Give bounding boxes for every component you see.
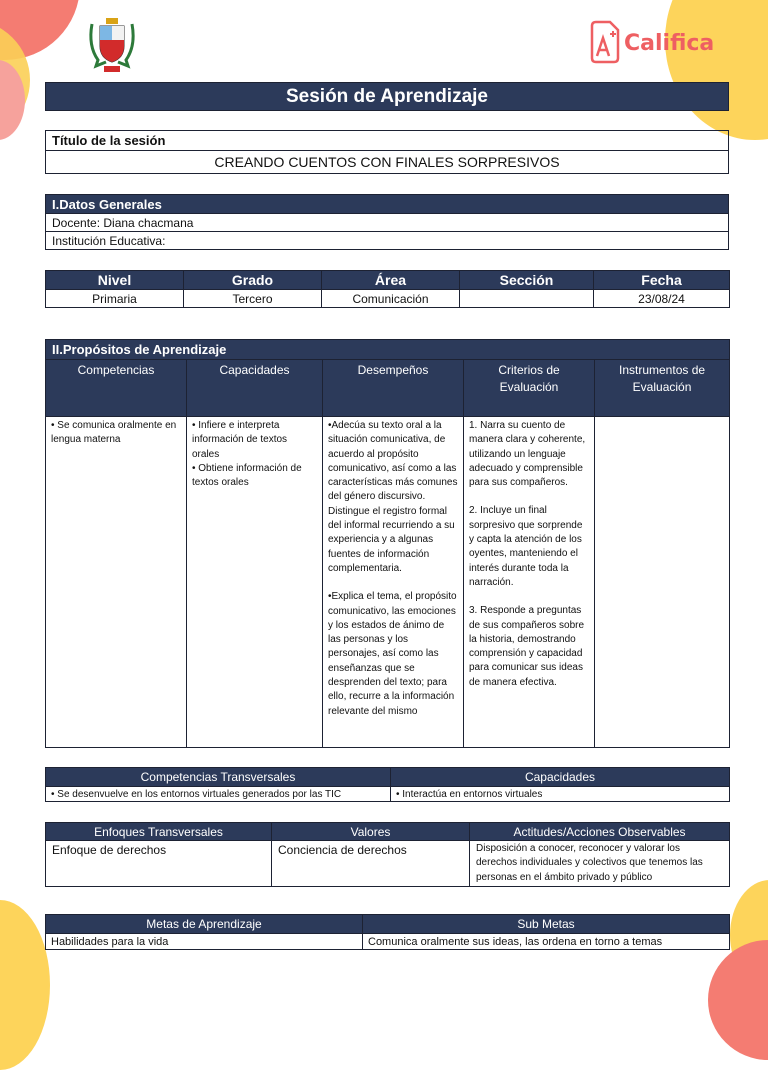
session-label: Título de la sesión (46, 131, 729, 151)
criterio-item: 3. Responde a preguntas de sus compañeros sobre la historia, demostrando comprensión y capacidad para comunicar sus ideas de manera efectiva. (469, 605, 585, 688)
header-seccion: Sección (460, 271, 594, 290)
session-value: CREANDO CUENTOS CON FINALES SORPRESIVOS (46, 151, 729, 174)
header-nivel: Nivel (46, 271, 184, 290)
goals-table (45, 914, 730, 950)
header-capacidades: Capacidades (187, 360, 323, 417)
decor-blob-bottom-left-yellow (0, 900, 50, 1070)
cell-instrumentos (595, 417, 730, 748)
value-area: Comunicación (322, 290, 460, 308)
svg-text:Califica: Califica (624, 31, 715, 56)
purposes-table (45, 339, 730, 748)
value-nivel: Primaria (46, 290, 184, 308)
header-submetas: Sub Metas (363, 915, 730, 934)
value-competencia-transversal: • Se desenvuelve en los entornos virtuales generados por las TIC (46, 787, 391, 802)
criterio-item: 2. Incluye un final sorpresivo que sorprende y capta la atención de los oyentes, manteniendo el interés durante toda la narración. (469, 505, 583, 588)
capacidad-item: • Infiere e interpreta información de textos orales (192, 420, 288, 460)
header-area: Área (322, 271, 460, 290)
purposes-heading: II.Propósitos de Aprendizaje (46, 340, 730, 360)
a-plus-icon (592, 22, 618, 62)
value-fecha: 23/08/24 (594, 290, 730, 308)
header-actitudes: Actitudes/Acciones Observables (470, 823, 730, 841)
header-grado: Grado (184, 271, 322, 290)
header-desempenos: Desempeños (323, 360, 464, 417)
cell-desempenos (323, 417, 464, 748)
header-criterios: Criterios de Evaluación (464, 360, 595, 417)
capacidad-item: • Obtiene información de textos orales (192, 462, 302, 489)
header-capacidades-transversales: Capacidades (391, 768, 730, 787)
value-grado: Tercero (184, 290, 322, 308)
transversal-table (45, 767, 730, 802)
value-capacidad-transversal: • Interactúa en entornos virtuales (391, 787, 730, 802)
institucion-row: Institución Educativa: (46, 232, 729, 250)
value-seccion (460, 290, 594, 308)
general-data-table (45, 194, 729, 250)
header-valores: Valores (272, 823, 470, 841)
session-title-table (45, 130, 729, 174)
value-actitudes: Disposición a conocer, reconocer y valorar los derechos individuales y colectivos que tenemos las personas en el ámbito privado y público (470, 841, 730, 887)
decor-blob-bottom-right-coral (708, 940, 768, 1060)
value-meta: Habilidades para la vida (46, 934, 363, 950)
cell-capacidades (187, 417, 323, 748)
criterio-item: 1. Narra su cuento de manera clara y coherente, utilizando un lenguaje adecuado y comprensible para sus compañeros. (469, 420, 586, 489)
cell-competencias: • Se comunica oralmente en lengua materna (46, 417, 187, 748)
desempeno-item: •Adecúa su texto oral a la situación comunicativa, de acuerdo al propósito comunicativo, así como a las características más comunes del género discursivo. Distingue el registro formal del informal recurriendo a su experiencia y a algunas fuentes de información complementaria. (328, 420, 458, 574)
page-title: Sesión de Aprendizaje (45, 82, 729, 111)
info-table (45, 270, 730, 308)
header-enfoques: Enfoques Transversales (46, 823, 272, 841)
value-valor: Conciencia de derechos (272, 841, 470, 887)
header-instrumentos: Instrumentos de Evaluación (595, 360, 730, 417)
header-fecha: Fecha (594, 271, 730, 290)
value-submeta: Comunica oralmente sus ideas, las ordena en torno a temas (363, 934, 730, 950)
value-enfoque: Enfoque de derechos (46, 841, 272, 887)
peru-coat-of-arms-icon (86, 16, 138, 74)
cell-criterios (464, 417, 595, 748)
header-metas: Metas de Aprendizaje (46, 915, 363, 934)
header-competencias-transversales: Competencias Transversales (46, 768, 391, 787)
desempeno-item: •Explica el tema, el propósito comunicativo, las emociones y los estados de ánimo de las personas y los personajes, así como las enseñanzas que se desprenden del texto; para ello, recurre a la información relevante del mismo (328, 591, 457, 717)
approaches-table (45, 822, 730, 887)
general-heading: I.Datos Generales (46, 195, 729, 214)
califica-logo (588, 20, 728, 64)
header-competencias: Competencias (46, 360, 187, 417)
docente-row: Docente: Diana chacmana (46, 214, 729, 232)
